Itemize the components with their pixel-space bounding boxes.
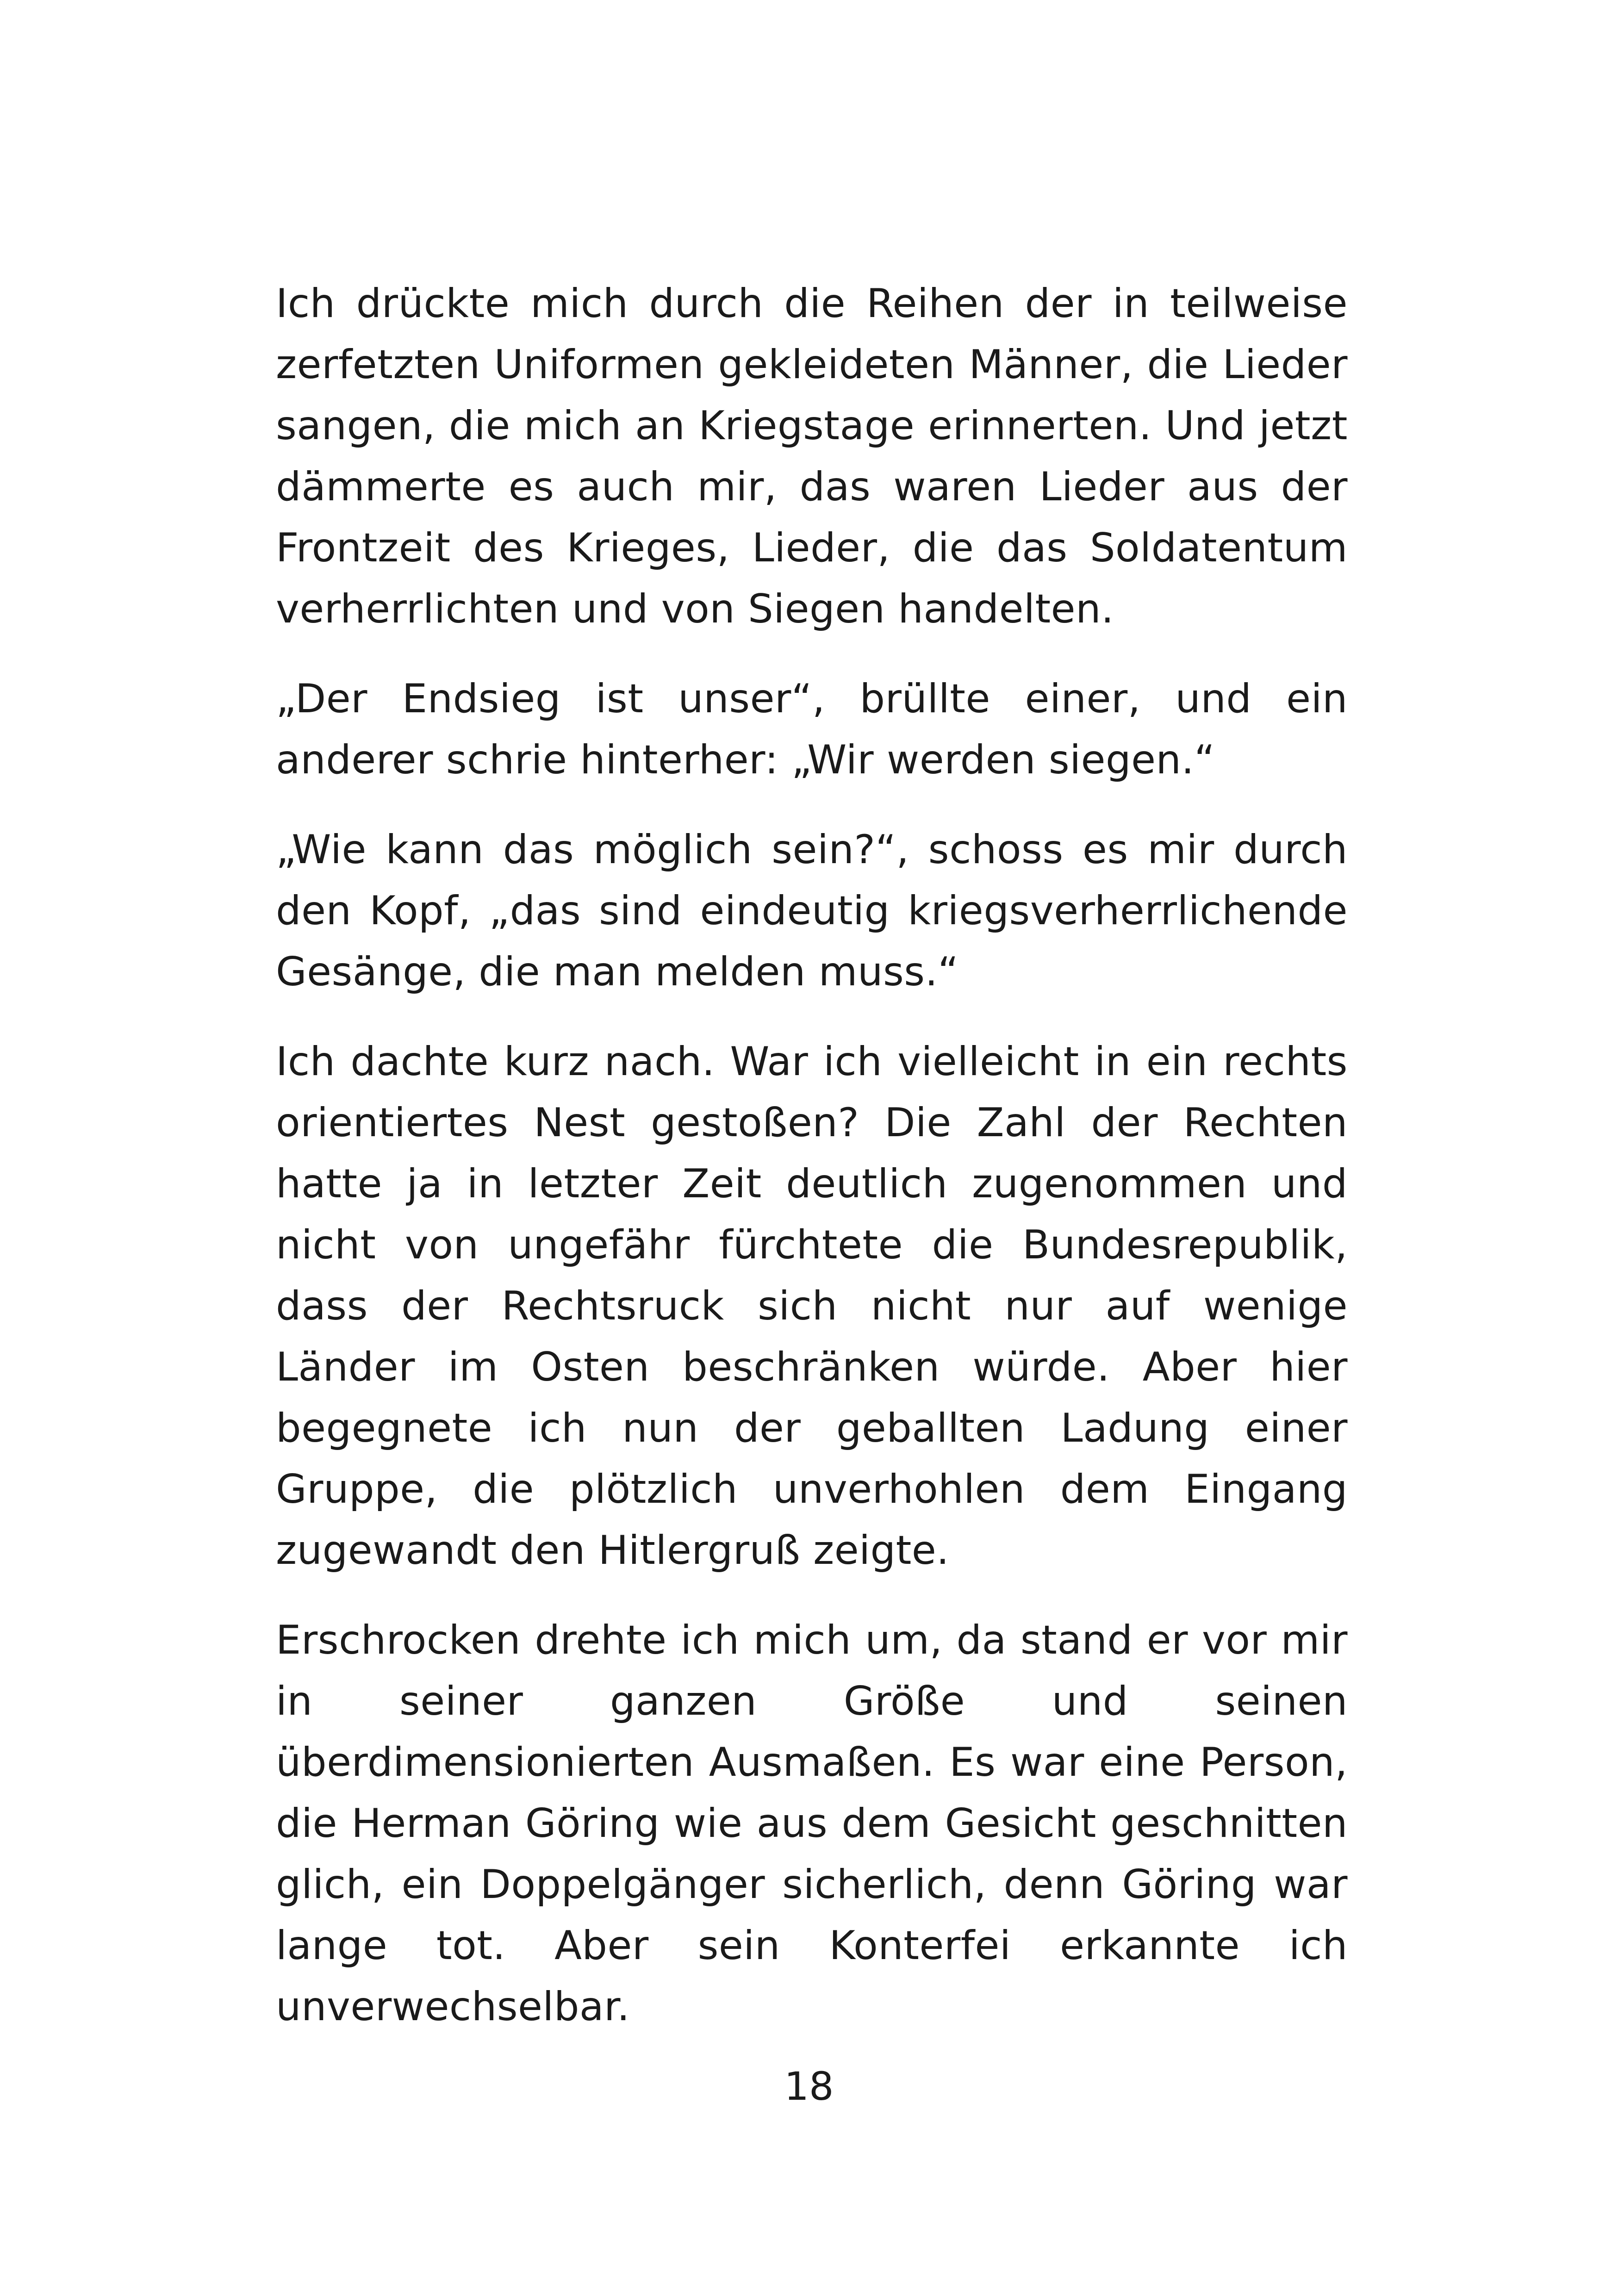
- paragraph-3: „Wie kann das möglich sein?“, schoss es mir durch den Kopf, „das sind eindeutig kriegsverherrlichende Gesänge, die man melden muss.“: [276, 827, 1348, 995]
- paragraph-5: Erschrocken drehte ich mich um, da stand er vor mir in seiner ganzen Größe und seinen überdimensionierten Ausmaßen. Es war eine Person, die Herman Göring wie aus dem Gesicht geschnitten glich, ein Doppelgänger sicherlich, denn Göring war lange tot. Aber sein Konterfei erkannte ich unverwechselbar.: [276, 1617, 1348, 2030]
- page-number: 18: [784, 2064, 834, 2109]
- body-text: [276, 273, 1348, 2066]
- paragraph-4: Ich dachte kurz nach. War ich vielleicht in ein rechts orientiertes Nest gestoßen? Die Zahl der Rechten hatte ja in letzter Zeit deutlich zugenommen und nicht von ungefähr fürchtete die Bundesrepublik, dass der Rechtsruck sich nicht nur auf wenige Länder im Osten beschränken würde. Aber hier begegnete ich nun der geballten Ladung einer Gruppe, die plötzlich unverhohlen dem Eingang zugewandt den Hitlergruß zeigte.: [276, 1039, 1348, 1574]
- paragraph-1: Ich drückte mich durch die Reihen der in teilweise zerfetzten Uniformen gekleideten Männer, die Lieder sangen, die mich an Kriegstage erinnerten. Und jetzt dämmerte es auch mir, das waren Lieder aus der Frontzeit des Krieges, Lieder, die das Soldatentum verherrlichten und von Siegen handelten.: [276, 280, 1348, 632]
- paragraph-2: „Der Endsieg ist unser“, brüllte einer, und ein anderer schrie hinterher: „Wir werden siegen.“: [276, 676, 1348, 783]
